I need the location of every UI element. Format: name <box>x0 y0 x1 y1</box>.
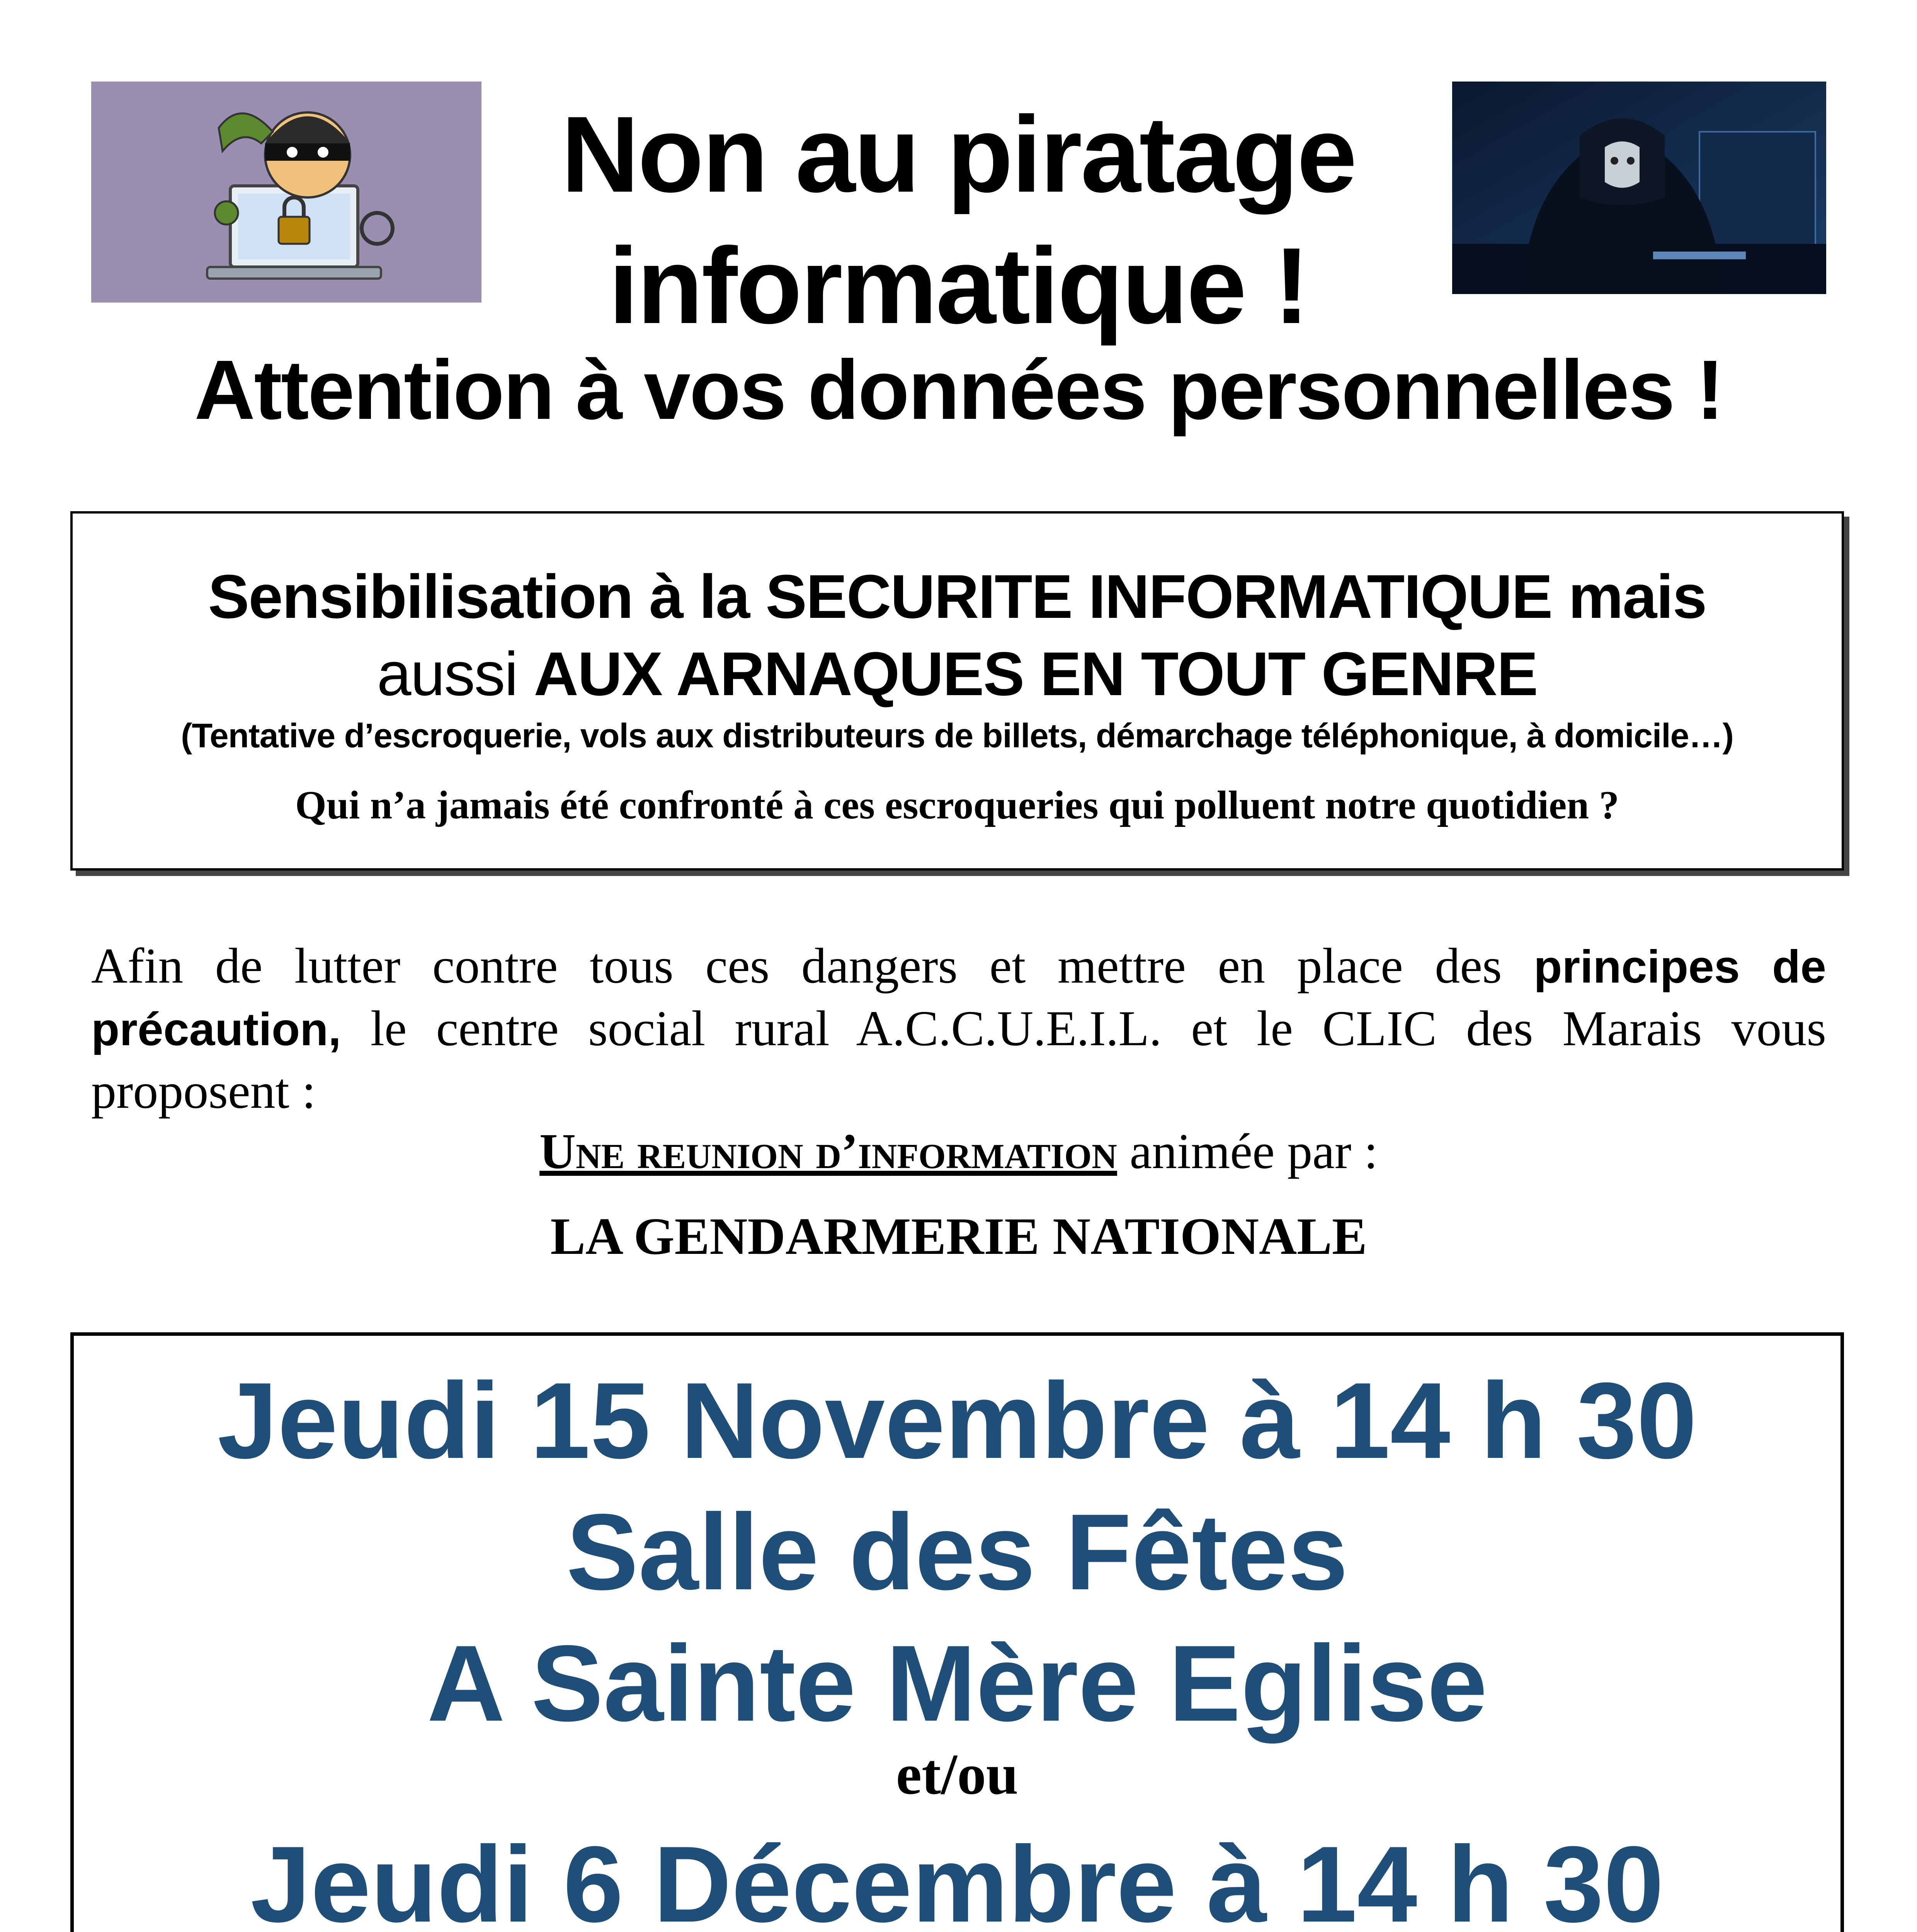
meeting-underlined: Une reunion d’information <box>539 1124 1117 1179</box>
intro-paragraph <box>91 935 1826 1122</box>
meeting-rest: animée par : <box>1117 1124 1378 1179</box>
event-1-room: Salle des Fêtes <box>566 1492 1348 1612</box>
event-separator: et/ou <box>896 1742 1019 1806</box>
event-1-date: Jeudi 15 Novembre à 14 h 30 <box>217 1361 1697 1481</box>
hooded-hacker-image <box>1452 82 1826 294</box>
event-box <box>70 1332 1844 1932</box>
subtitle: Attention à vos données personnelles ! <box>194 343 1723 437</box>
hacker-cartoon-image <box>91 82 481 303</box>
awareness-examples: (Tentative d’escroquerie, vols aux distributeurs de billets, démarchage téléphonique, à domicile…) <box>181 716 1733 755</box>
awareness-box <box>70 511 1844 871</box>
awareness-line-2-prefix: aussi <box>377 639 534 708</box>
awareness-line-2 <box>73 637 1842 711</box>
event-2-date: Jeudi 6 Décembre à 14 h 30 <box>250 1824 1664 1932</box>
awareness-line-1: Sensibilisation à la SECURITE INFORMATIQUE mais <box>208 562 1706 631</box>
awareness-line-2-bold: AUX ARNAQUES EN TOUT GENRE <box>534 639 1538 708</box>
intro-text-1: Afin de lutter contre tous ces dangers et mettre en place des <box>91 938 1534 994</box>
intro-bold: principes de précaution, <box>91 941 1827 1055</box>
main-title-line-2: informatique ! <box>608 226 1308 346</box>
main-title-line-1: Non au piratage <box>561 94 1356 215</box>
intro-text-2: le centre social rural A.C.C.U.E.I.L. et le CLIC des Marais vous proposent : <box>91 1001 1826 1119</box>
awareness-question: Qui n’a jamais été confronté à ces escroqueries qui polluent notre quotidien ? <box>295 783 1619 827</box>
event-1-town: A Sainte Mère Eglise <box>427 1623 1487 1744</box>
organizer: LA GENDARMERIE NATIONALE <box>550 1208 1367 1265</box>
meeting-line <box>91 1121 1826 1182</box>
